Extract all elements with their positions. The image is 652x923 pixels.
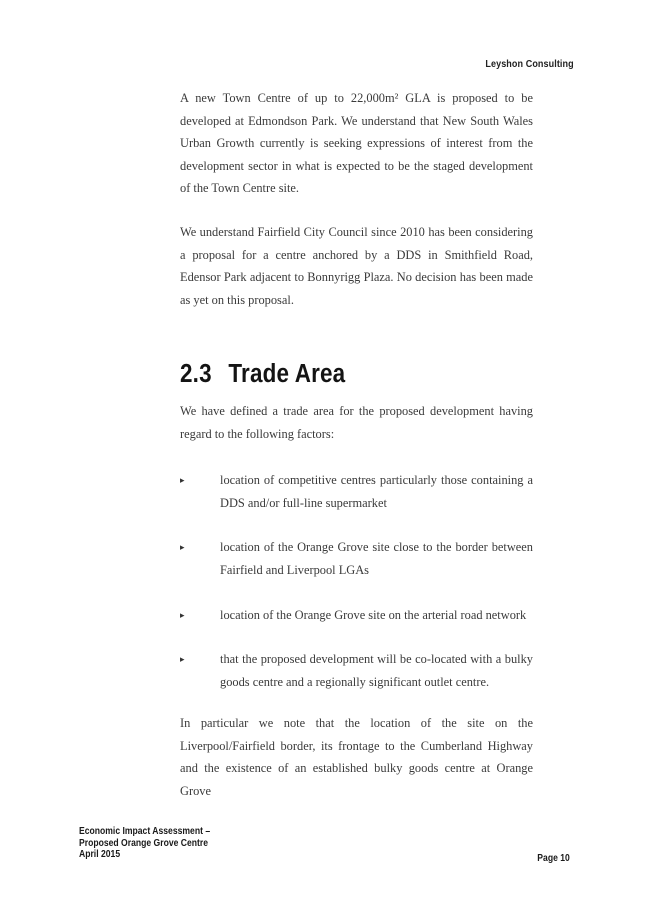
- paragraph-council-proposal: We understand Fairfield City Council since 2010 has been considering a proposal for a centre anchored by a DDS in Smithfield Road, Edensor Park adjacent to Bonnyrigg Plaza. No decision has been made as yet on this proposal.: [180, 225, 533, 307]
- bullet-text: location of the Orange Grove site on the arterial road network: [220, 608, 527, 622]
- footer-line-project: Proposed Orange Grove Centre: [79, 837, 209, 849]
- bullet-text: location of the Orange Grove site close to the border between Fairfield and Liverpool LGAs: [220, 540, 533, 577]
- footer-line-date: April 2015: [79, 849, 121, 860]
- bullet-marker: ▸: [180, 542, 185, 552]
- bullet-text: that the proposed development will be co-located with a bulky goods centre and a regionally significant outlet centre.: [220, 652, 533, 689]
- footer-document-info: [79, 826, 210, 861]
- section-number: 2.3: [180, 360, 212, 388]
- bullet-marker: ▸: [180, 654, 185, 664]
- bullet-text: location of competitive centres particularly those containing a DDS and/or full-line supermarket: [220, 473, 533, 510]
- paragraph-site-location: In particular we note that the location of the site on the Liverpool/Fairfield border, its frontage to the Cumberland Highway and the existence of an established bulky goods centre at Orange Grove: [180, 716, 533, 798]
- bullet-marker: ▸: [180, 475, 185, 485]
- paragraph-trade-area-intro: We have defined a trade area for the proposed development having regard to the following factors:: [180, 404, 533, 441]
- section-title: Trade Area: [228, 360, 346, 388]
- header-company: Leyshon Consulting: [485, 58, 574, 70]
- bullet-marker: ▸: [180, 610, 185, 620]
- section-heading: [180, 360, 345, 389]
- page-number: Page 10: [537, 853, 570, 864]
- paragraph-town-centre: A new Town Centre of up to 22,000m² GLA is proposed to be developed at Edmondson Park. We understand that New South Wales Urban Growth currently is seeking expressions of interest from the development sector in what is expected to be the staged development of the Town Centre site.: [180, 91, 533, 196]
- footer-line-title: Economic Impact Assessment –: [79, 826, 211, 837]
